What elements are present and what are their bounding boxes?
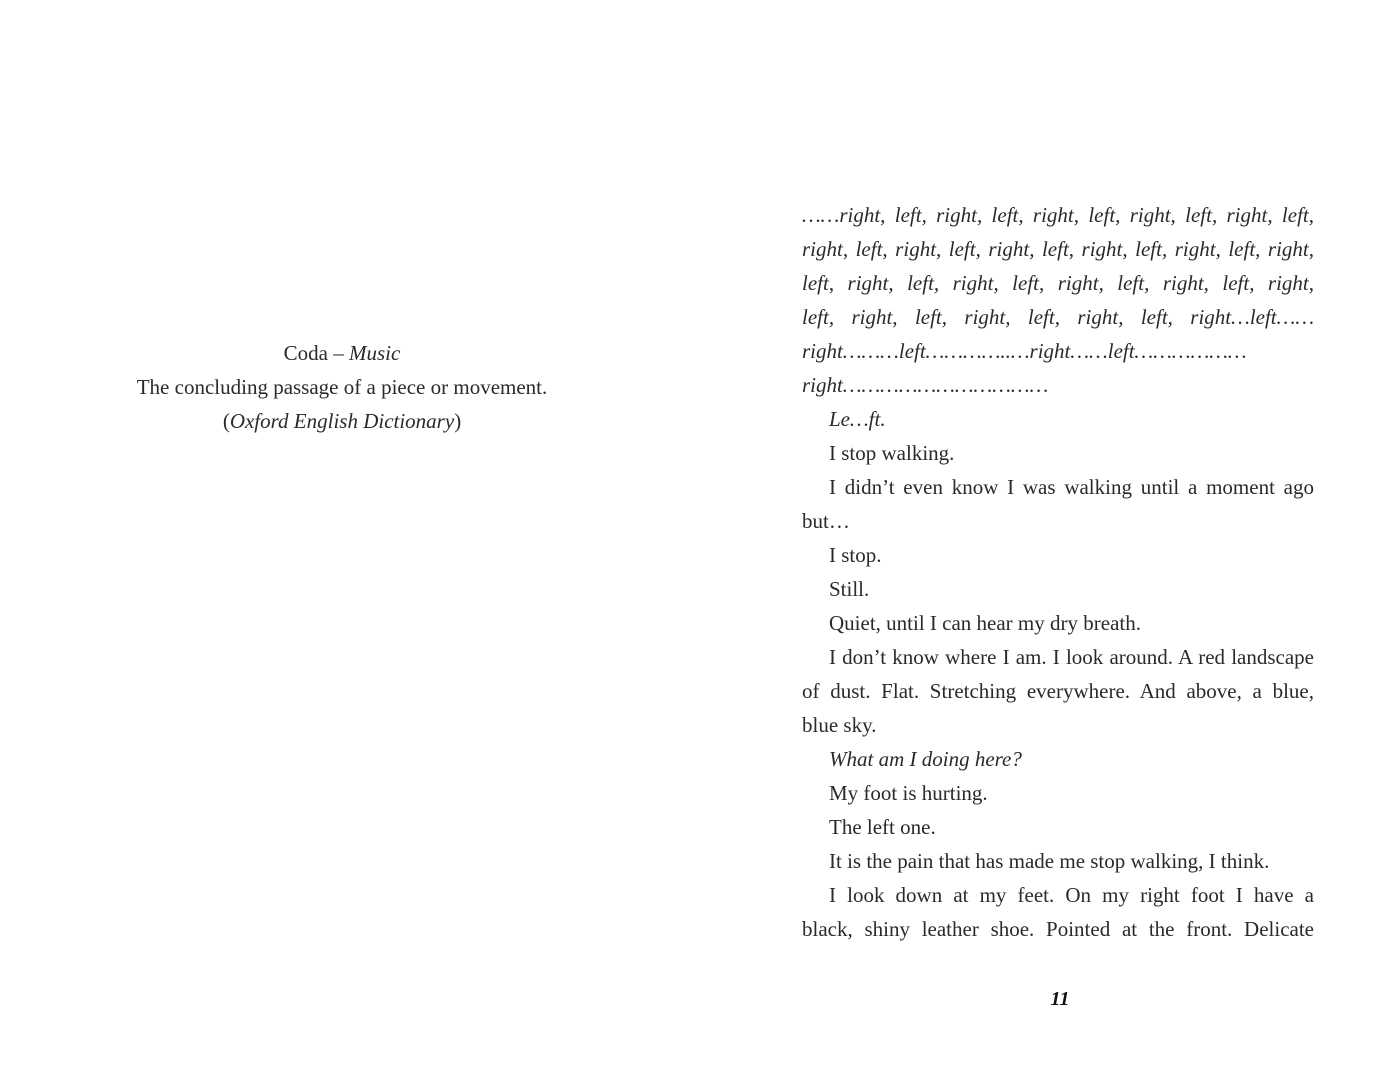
text-line: I stop. [829,543,882,567]
text-line: of dust. Flat. Stretching everywhere. And above, a blue, [802,679,1314,703]
epigraph-category: Music [349,341,401,365]
text-line: blue sky. [802,713,877,737]
epigraph-source-line [80,404,604,438]
text-line: I don’t know where I am. I look around. A red landscape [829,645,1314,669]
text-line: I look down at my feet. On my right foot I have a [829,883,1314,907]
text-line: I didn’t even know I was walking until a moment ago [829,475,1314,499]
text-line: black, shiny leather shoe. Pointed at the front. Delicate [802,917,1314,941]
text-line: Still. [829,577,870,601]
epigraph-term: Coda – [283,341,349,365]
page-number: 11 [1050,988,1070,1010]
text-line: Le…ft. [829,407,886,431]
text-line: ……right, left, right, left, right, left, right, left, right, left, [802,203,1314,227]
text-line: The left one. [829,815,936,839]
text-line: left, right, left, right, left, right, left, right…left…… [802,305,1314,329]
text-line: What am I doing here? [829,747,1022,771]
text-line: I stop walking. [829,441,955,465]
epigraph-definition: The concluding passage of a piece or movement. [136,375,548,399]
paren-close: ) [454,409,462,433]
text-line: but… [802,509,850,533]
text-line: right…………………………… [802,373,1049,397]
text-line: right, left, right, left, right, left, right, left, right, left, right, [802,237,1314,261]
text-line: My foot is hurting. [829,781,988,805]
body-text [802,198,1314,946]
paren-open: ( [222,409,230,433]
epigraph-heading [80,336,604,370]
text-line: It is the pain that has made me stop walking, I think. [829,849,1270,873]
text-line: right………left…………..…right……left……………… [802,339,1247,363]
text-line: left, right, left, right, left, right, left, right, left, right, [802,271,1314,295]
text-line: Quiet, until I can hear my dry breath. [829,611,1141,635]
epigraph [80,336,604,438]
epigraph-source: Oxford English Dictionary [229,409,455,433]
